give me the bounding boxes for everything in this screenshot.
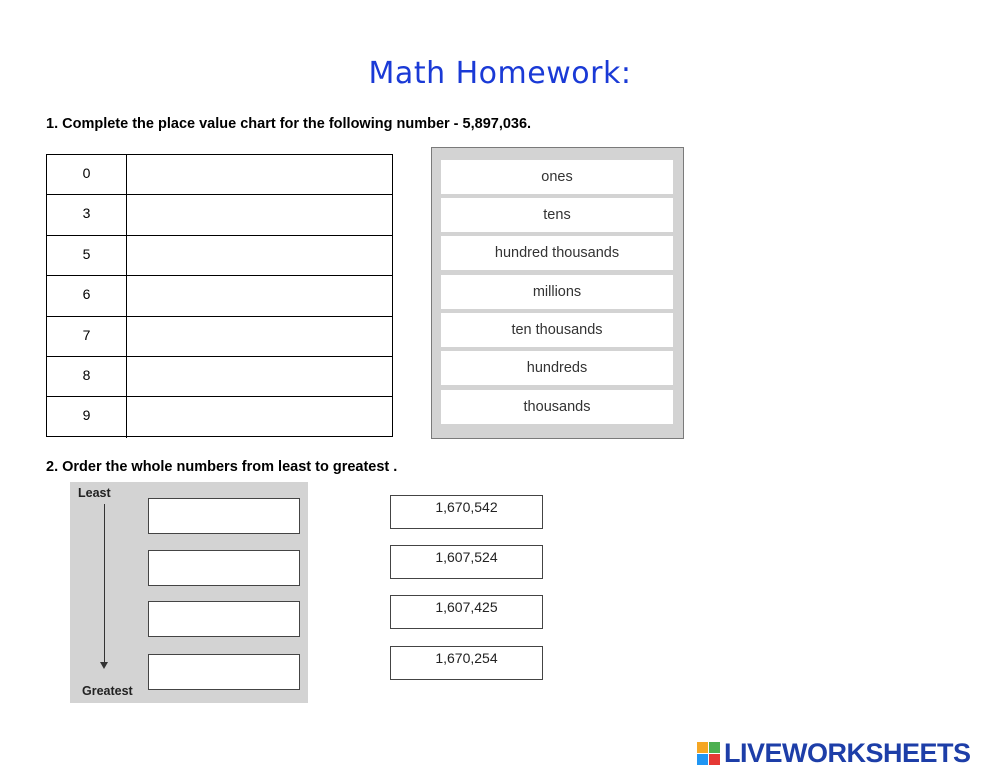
draggable-word-tens[interactable]: tens <box>441 198 673 232</box>
logo-blocks-icon <box>697 742 720 765</box>
page-title: Math Homework: <box>368 56 632 91</box>
question-2-text: 2. Order the whole numbers from least to greatest . <box>46 459 398 475</box>
draggable-word-hundreds[interactable]: hundreds <box>441 351 673 385</box>
table-row <box>47 397 392 437</box>
order-drop-box-3[interactable] <box>148 601 300 637</box>
draggable-number-1[interactable]: 1,670,542 <box>390 495 543 529</box>
draggable-word-millions[interactable]: millions <box>441 275 673 309</box>
table-row <box>47 276 392 316</box>
order-drop-box-2[interactable] <box>148 550 300 586</box>
drop-zone[interactable] <box>127 397 392 437</box>
least-label: Least <box>78 486 111 500</box>
table-row <box>47 317 392 357</box>
digit-cell: 0 <box>47 155 127 194</box>
table-row <box>47 357 392 397</box>
draggable-number-3[interactable]: 1,607,425 <box>390 595 543 629</box>
arrow-head-icon <box>100 662 108 669</box>
drop-zone[interactable] <box>127 195 392 234</box>
table-row <box>47 155 392 195</box>
order-drop-box-4[interactable] <box>148 654 300 690</box>
digit-cell: 5 <box>47 236 127 275</box>
digit-cell: 3 <box>47 195 127 234</box>
question-1-text: 1. Complete the place value chart for the following number - 5,897,036. <box>46 116 532 132</box>
drop-zone[interactable] <box>127 236 392 275</box>
digit-cell: 7 <box>47 317 127 356</box>
drop-zone[interactable] <box>127 317 392 356</box>
digit-cell: 8 <box>47 357 127 396</box>
word-bank <box>431 147 684 439</box>
draggable-word-hundred-thousands[interactable]: hundred thousands <box>441 236 673 270</box>
place-value-table <box>46 154 393 437</box>
draggable-number-4[interactable]: 1,670,254 <box>390 646 543 680</box>
drop-zone[interactable] <box>127 357 392 396</box>
order-panel <box>70 482 308 703</box>
greatest-label: Greatest <box>82 684 133 698</box>
liveworksheets-logo <box>697 738 971 769</box>
table-row <box>47 236 392 276</box>
logo-text: LIVEWORKSHEETS <box>724 738 971 768</box>
draggable-word-ten-thousands[interactable]: ten thousands <box>441 313 673 347</box>
draggable-number-2[interactable]: 1,607,524 <box>390 545 543 579</box>
order-drop-box-1[interactable] <box>148 498 300 534</box>
digit-cell: 9 <box>47 397 127 437</box>
drop-zone[interactable] <box>127 155 392 194</box>
draggable-word-ones[interactable]: ones <box>441 160 673 194</box>
drop-zone[interactable] <box>127 276 392 315</box>
digit-cell: 6 <box>47 276 127 315</box>
table-row <box>47 195 392 235</box>
down-arrow-icon <box>104 504 105 666</box>
draggable-word-thousands[interactable]: thousands <box>441 390 673 424</box>
